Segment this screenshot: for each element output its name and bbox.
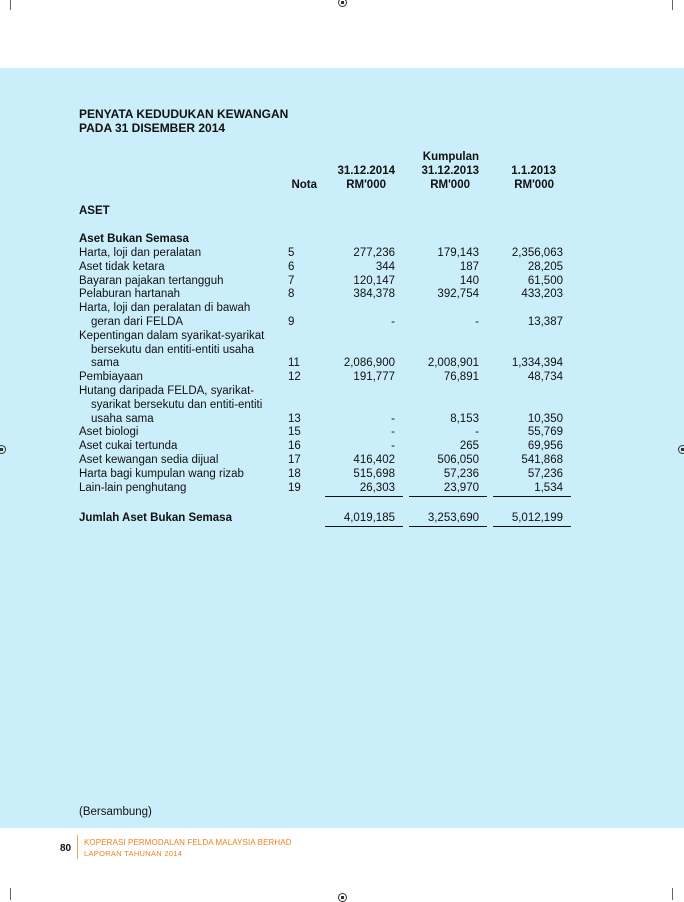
row-value-2013: 2,008,901 (427, 357, 479, 370)
row-label: Kepentingan dalam syarikat-syarikat (79, 329, 265, 342)
row-value-2012: 2,356,063 (511, 247, 563, 259)
row-value-2014: - (391, 412, 395, 425)
row-value-2012: 541,868 (521, 454, 563, 466)
row-label: Harta, loji dan peralatan di bawah (79, 302, 251, 315)
total-rule (325, 526, 403, 527)
row-label: Lain-lain penghutang (79, 481, 187, 494)
row-note: 19 (288, 481, 301, 494)
header-col3-date: 1.1.2013 (511, 165, 556, 177)
row-label: Aset kewangan sedia dijual (79, 454, 219, 466)
crop-mark (672, 0, 673, 10)
row-value-2013: 265 (459, 440, 479, 453)
header-nota: Nota (291, 179, 317, 191)
row-label: Hutang daripada FELDA, syarikat- (79, 385, 255, 397)
row-note: 11 (288, 357, 300, 370)
row-value-2012: 61,500 (527, 274, 563, 287)
row-label: Harta, loji dan peralatan (79, 247, 202, 259)
row-value-2012: 69,956 (527, 440, 563, 453)
total-rule (409, 526, 487, 527)
row-label: usaha sama (91, 412, 154, 425)
row-value-2012: 1,334,394 (511, 357, 563, 370)
row-value-2012: 55,769 (527, 426, 563, 439)
footer-report-title: LAPORAN TAHUNAN 2014 (84, 849, 183, 858)
row-label: Bayaran pajakan tertangguh (79, 274, 224, 287)
row-value-2013: 8,153 (450, 412, 479, 425)
statement-date: PADA 31 DISEMBER 2014 (79, 121, 226, 135)
row-label: Pelaburan hartanah (79, 288, 181, 301)
row-note: 6 (288, 260, 295, 273)
registration-mark-bottom (338, 893, 347, 902)
row-label: Aset cukai tertunda (79, 440, 178, 453)
row-note: 9 (288, 316, 295, 328)
row-value-2013: 57,236 (443, 467, 479, 480)
row-value-2014: 26,303 (359, 481, 395, 494)
footer-organisation: KOPERASI PERMODALAN FELDA MALAYSIA BERHAD (84, 838, 292, 847)
header-col2-date: 31.12.2013 (421, 165, 479, 177)
row-value-2014: 344 (375, 260, 395, 273)
row-note: 15 (288, 426, 301, 439)
row-value-2014: 120,147 (353, 274, 395, 287)
row-note: 13 (288, 412, 301, 425)
row-label: Aset tidak ketara (79, 260, 165, 273)
header-col1-date: 31.12.2014 (337, 165, 395, 177)
row-value-2013: 76,891 (443, 371, 479, 384)
row-value-2013: 179,143 (437, 247, 479, 259)
row-value-2013: 140 (459, 274, 479, 287)
row-value-2012: 28,205 (527, 260, 563, 273)
header-col3-unit: RM'000 (514, 179, 554, 191)
registration-mark-top (338, 0, 347, 7)
row-value-2014: - (391, 316, 395, 328)
subtotal-rule (409, 496, 487, 497)
row-value-2012: 10,350 (527, 412, 563, 425)
row-value-2014: 384,378 (353, 288, 395, 301)
row-value-2014: 191,777 (353, 371, 395, 384)
row-label: Aset biologi (79, 426, 139, 439)
row-label: Pembiayaan (79, 371, 143, 384)
row-label: bersekutu dan entiti-entiti usaha (91, 343, 255, 356)
row-note: 17 (288, 454, 301, 466)
total-value-2012: 5,012,199 (511, 512, 563, 524)
registration-mark-right (678, 445, 684, 454)
row-value-2014: 2,086,900 (343, 357, 395, 370)
total-rule (493, 526, 571, 527)
section-aset-bukan-semasa: Aset Bukan Semasa (79, 233, 189, 245)
row-value-2012: 57,236 (527, 467, 563, 480)
total-value-2014: 4,019,185 (343, 512, 395, 524)
row-value-2014: 416,402 (353, 454, 395, 466)
row-note: 18 (288, 467, 301, 480)
statement-title: PENYATA KEDUDUKAN KEWANGAN (79, 107, 289, 121)
total-value-2013: 3,253,690 (427, 512, 479, 524)
row-label: Harta bagi kumpulan wang rizab (79, 467, 244, 480)
row-value-2014: - (391, 426, 395, 439)
row-value-2013: - (475, 426, 479, 439)
crop-mark (10, 888, 11, 900)
total-label: Jumlah Aset Bukan Semasa (79, 512, 232, 524)
header-col1-unit: RM'000 (346, 179, 386, 191)
subtotal-rule (325, 496, 403, 497)
continued-note: (Bersambung) (79, 806, 152, 818)
row-value-2014: 515,698 (353, 467, 395, 480)
row-note: 16 (288, 440, 301, 453)
row-label: geran dari FELDA (91, 316, 184, 328)
section-aset: ASET (79, 205, 110, 217)
row-value-2013: 187 (459, 260, 479, 273)
row-note: 8 (288, 288, 295, 301)
row-note: 7 (288, 274, 295, 287)
row-value-2012: 13,387 (527, 316, 563, 328)
row-value-2012: 433,203 (521, 288, 563, 301)
row-note: 5 (288, 247, 295, 259)
row-value-2013: 506,050 (437, 454, 479, 466)
crop-mark (10, 0, 11, 10)
row-note: 12 (288, 371, 301, 384)
header-col2-unit: RM'000 (430, 179, 470, 191)
row-value-2012: 1,534 (534, 481, 563, 494)
row-value-2014: 277,236 (353, 247, 395, 259)
row-label: sama (91, 357, 120, 370)
page-number: 80 (60, 843, 72, 854)
row-value-2014: - (391, 440, 395, 453)
row-value-2013: 23,970 (443, 481, 479, 494)
row-value-2013: - (475, 316, 479, 328)
row-value-2012: 48,734 (527, 371, 563, 384)
row-value-2013: 392,754 (437, 288, 479, 301)
subtotal-rule (493, 496, 571, 497)
row-label: syarikat bersekutu dan entiti-entiti (91, 398, 263, 411)
footer-divider (77, 835, 78, 859)
crop-mark (672, 888, 673, 900)
header-group: Kumpulan (422, 151, 479, 163)
